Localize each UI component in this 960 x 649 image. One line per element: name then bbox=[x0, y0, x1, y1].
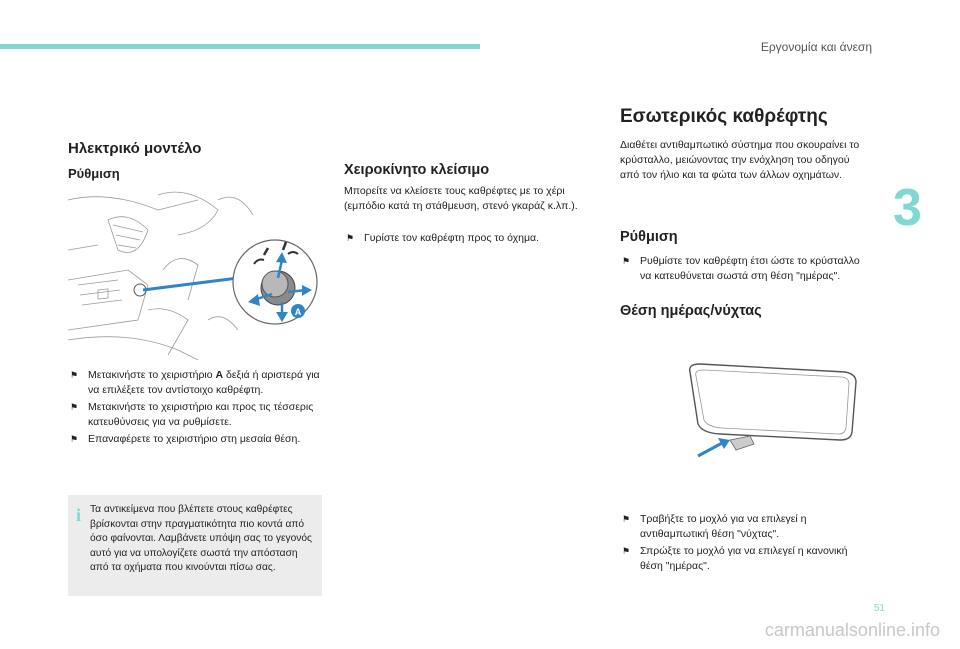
chapter-header-title: Εργονομία και άνεση bbox=[760, 40, 872, 54]
subsection-title-day-night: Θέση ημέρας/νύχτας bbox=[620, 303, 762, 319]
list-item: ⚑ Τραβήξτε το μοχλό για να επιλεγεί η αντιθαμπωτική θέση "νύχτας". bbox=[622, 513, 807, 540]
watermark-text: carmanualsonline.info bbox=[764, 620, 940, 640]
rearview-mirror-drawing bbox=[620, 360, 860, 470]
bullet-flag-icon: ⚑ bbox=[70, 434, 79, 444]
list-item: ⚑ Σπρώξτε το μοχλό για να επιλεγεί η κανονική θέση "ημέρας". bbox=[622, 545, 848, 572]
bullet-flag-icon: ⚑ bbox=[622, 256, 631, 266]
list-item: ⚑ Επαναφέρετε το χειριστήριο στη μεσαία θέση. bbox=[70, 433, 301, 445]
manual-folding-text: Μπορείτε να κλείσετε τους καθρέφτες με το χέρι (εμπόδιο κατά τη στάθμευση, στενό γκαράζ κ.λπ.). bbox=[344, 185, 578, 212]
info-text: Τα αντικείμενα που βλέπετε στους καθρέφτες βρίσκονται στην πραγματικότητα πιο κοντά από όσο φαίνονται. Λαμβάνετε υπόψη σας το γεγονός αυτό για να υπολογίζετε σωστά την απόσταση από τα οχήματα που κινούνται πίσω σας. bbox=[90, 504, 312, 573]
bullet-flag-icon: ⚑ bbox=[622, 514, 631, 524]
rearview-mirror-illustration bbox=[620, 360, 860, 470]
interior-mirror-text: Διαθέτει αντιθαμπωτικό σύστημα που σκουραίνει το κρύσταλλο, μειώνοντας την ενόχληση του οδηγού από τον ήλιο και τα φώτα των άλλων οχημάτων. bbox=[620, 139, 860, 181]
subsection-title-adjust-right: Ρύθμιση bbox=[620, 229, 678, 245]
list-item: ⚑ Ρυθμίστε τον καθρέφτη έτσι ώστε το κρύσταλλο να κατευθύνεται σωστά στη θέση "ημέρας". bbox=[622, 255, 860, 282]
bullet-flag-icon: ⚑ bbox=[70, 370, 79, 380]
section-title-electric: Ηλεκτρικό μοντέλο bbox=[68, 140, 202, 157]
bullet-flag-icon: ⚑ bbox=[70, 402, 79, 412]
bullet-flag-icon: ⚑ bbox=[622, 546, 631, 556]
info-icon: i bbox=[76, 505, 82, 525]
bullet-flag-icon: ⚑ bbox=[346, 233, 355, 243]
list-item: ⚑ Μετακινήστε το χειριστήριο και προς τις τέσσερις κατευθύνσεις για να ρυθμίσετε. bbox=[70, 401, 314, 428]
right-day-night-list bbox=[620, 512, 864, 576]
page-number: 51 bbox=[873, 603, 885, 614]
middle-instructions-list bbox=[344, 231, 588, 248]
callout-a-label: A bbox=[294, 307, 302, 317]
mirror-control-illustration bbox=[68, 190, 322, 360]
left-instructions-list bbox=[68, 368, 322, 449]
list-item: ⚑ Μετακινήστε το χειριστήριο A δεξιά ή αριστερά για να επιλέξετε τον αντίστοιχο καθρέφτη. bbox=[70, 369, 320, 396]
chapter-number: 3 bbox=[893, 179, 922, 237]
control-panel-drawing bbox=[68, 190, 322, 360]
info-box bbox=[68, 495, 322, 596]
section-title-manual-folding: Χειροκίνητο κλείσιμο bbox=[344, 162, 490, 178]
list-item: ⚑ Γυρίστε τον καθρέφτη προς το όχημα. bbox=[346, 232, 540, 244]
header-accent-bar bbox=[0, 44, 480, 49]
right-adjust-list bbox=[620, 254, 864, 286]
section-title-interior-mirror: Εσωτερικός καθρέφτης bbox=[620, 106, 828, 127]
subsection-title-adjust: Ρύθμιση bbox=[68, 166, 120, 181]
